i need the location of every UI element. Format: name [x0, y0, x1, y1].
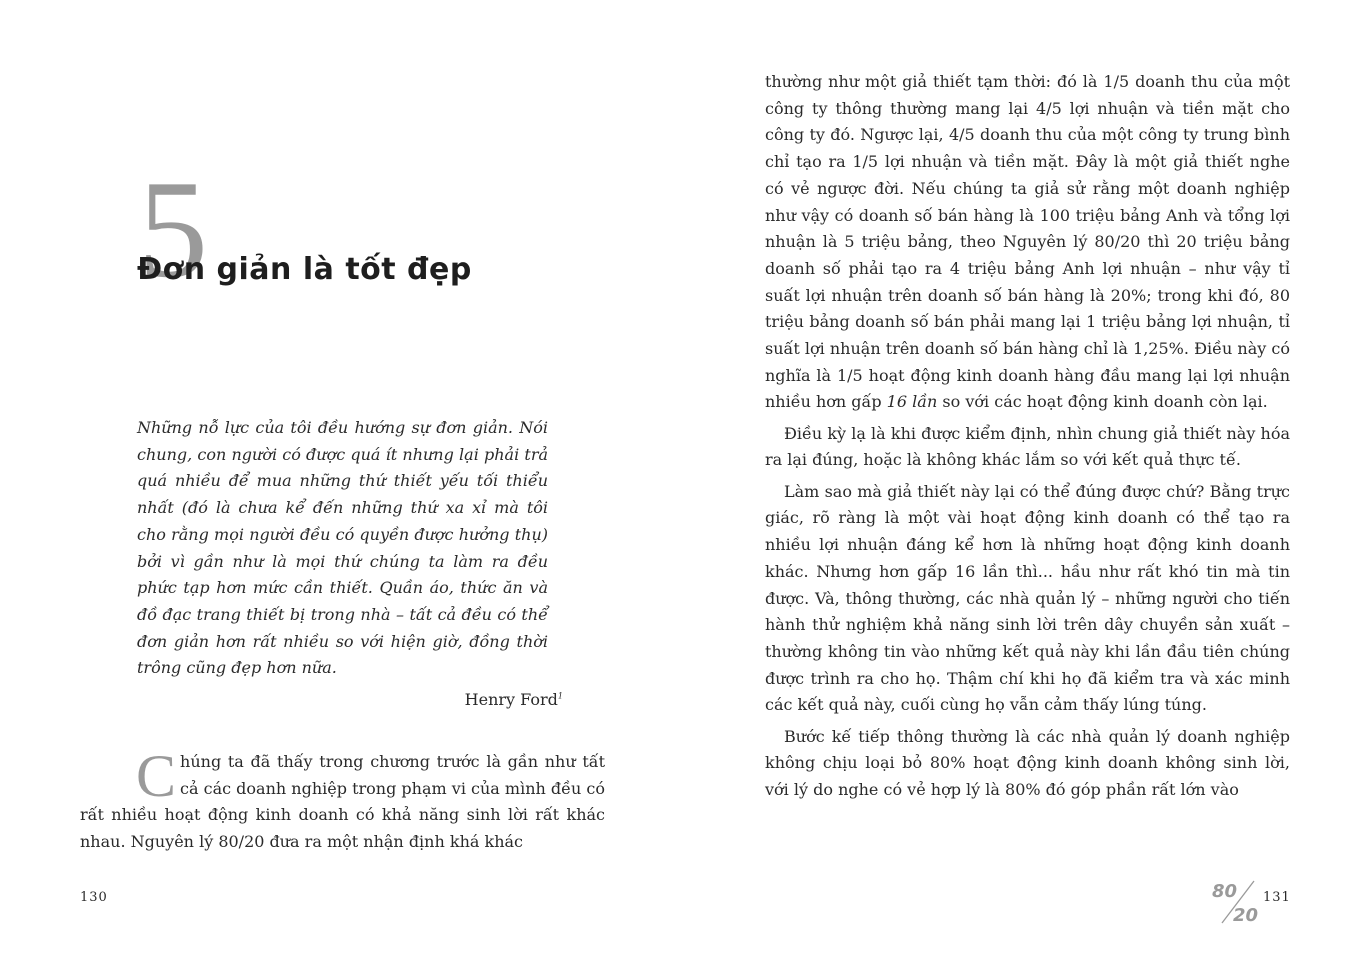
author-name: Henry Ford: [464, 690, 558, 709]
epigraph-quote: Những nỗ lực của tôi đều hướng sự đơn giản. Nói chung, con người có được quá ít nhưng lại phải trả quá nhiều để mua những thứ thiết yếu tối thiểu nhất (đó là chưa kể đến những thứ xa xỉ mà tôi cho rằng mọi người đều có quyền được hưởng thụ) bởi vì gần như là mọi thứ chúng ta làm ra đều phức tạp hơn mức cần thiết. Quần áo, thức ăn và đồ đạc trang thiết bị trong nhà – tất cả đều có thể đơn giản hơn rất nhiều so với hiện giờ, đồng thời trông cũng đẹp hơn nữa.: [137, 418, 548, 678]
paragraph-1-text: thường như một giả thiết tạm thời: đó là 1/5 doanh thu của một công ty thông thường mang lại 4/5 lợi nhuận và tiền mặt cho công ty đó. Ngược lại, 4/5 doanh thu của một công ty trung bình chỉ tạo ra 1/5 lợi nhuận và tiền mặt. Đây là một giả thiết nghe có vẻ ngược đời. Nếu chúng ta giả sử rằng một doanh nghiệp như vậy có doanh số bán hàng là 100 triệu bảng Anh và tổng lợi nhuận là 5 triệu bảng, theo Nguyên lý 80/20 thì 20 triệu bảng doanh số phải tạo ra 4 triệu bảng Anh lợi nhuận – như vậy tỉ suất lợi nhuận trên doanh số bán hàng là 20%; trong khi đó, 80 triệu bảng doanh số bán phải mang lại 1 triệu bảng lợi nhuận, tỉ suất lợi nhuận trên doanh số bán hàng chỉ là 1,25%. Điều này có nghĩa là 1/5 hoạt động kinh doanh hàng đầu mang lại lợi nhuận nhiều hơn gấp: [765, 72, 1290, 412]
paragraph-4: Bước kế tiếp thông thường là các nhà quản lý doanh nghiệp không chịu loại bỏ 80% hoạt động kinh doanh không sinh lời, với lý do nghe có vẻ hợp lý là 80% đó góp phần rất lớn vào: [765, 726, 1290, 800]
paragraph-1-tail: so với các hoạt động kinh doanh còn lại.: [937, 392, 1268, 412]
paragraph-1: [765, 69, 1290, 416]
right-page: [685, 0, 1370, 969]
body-text-left: [80, 743, 605, 855]
drop-cap: C: [136, 743, 177, 809]
paragraph-3: Làm sao mà giả thiết này lại có thể đúng được chứ? Bằng trực giác, rõ ràng là một vài hoạt động kinh doanh có thể tạo ra nhiều lợi nhuận đáng kể hơn là những hoạt động kinh doanh khác. Nhưng hơn gấp 16 lần thì... hầu như rất khó tin mà tin được. Và, thông thường, các nhà quản lý – những người cho tiến hành thử nghiệm khả năng sinh lời trên dây chuyền sản xuất – thường không tin vào những kết quả này khi lần đầu tiên chúng được trình ra cho họ. Thậm chí khi họ đã kiểm tra và xác minh các kết quả này, cuối cùng họ vẫn cảm thấy lúng túng.: [765, 481, 1290, 715]
page-number-right: 131: [1263, 890, 1291, 905]
footnote-mark: 1: [557, 691, 563, 701]
page-number-left: 130: [80, 890, 108, 905]
chapter-number: 5: [138, 152, 208, 307]
logo-bottom-number: 20: [1233, 905, 1259, 926]
book-logo-80-20: [1210, 878, 1262, 926]
logo-top-number: 80: [1212, 881, 1238, 902]
paragraph-1-emphasis: 16 lần: [886, 392, 938, 412]
body-text-left-content: húng ta đã thấy trong chương trước là gần như tất cả các doanh nghiệp trong phạm vi của mình đều có rất nhiều hoạt động kinh doanh có khả năng sinh lời rất khác nhau. Nguyên lý 80/20 đưa ra một nhận định khá khác: [80, 752, 605, 851]
chapter-title: Đơn giản là tốt đẹp: [137, 252, 472, 287]
paragraph-2: Điều kỳ lạ là khi được kiểm định, nhìn chung giả thiết này hóa ra lại đúng, hoặc là không khác lắm so với kết quả thực tế.: [765, 423, 1290, 470]
epigraph-author: [465, 690, 563, 709]
body-text-right: [765, 69, 1290, 808]
